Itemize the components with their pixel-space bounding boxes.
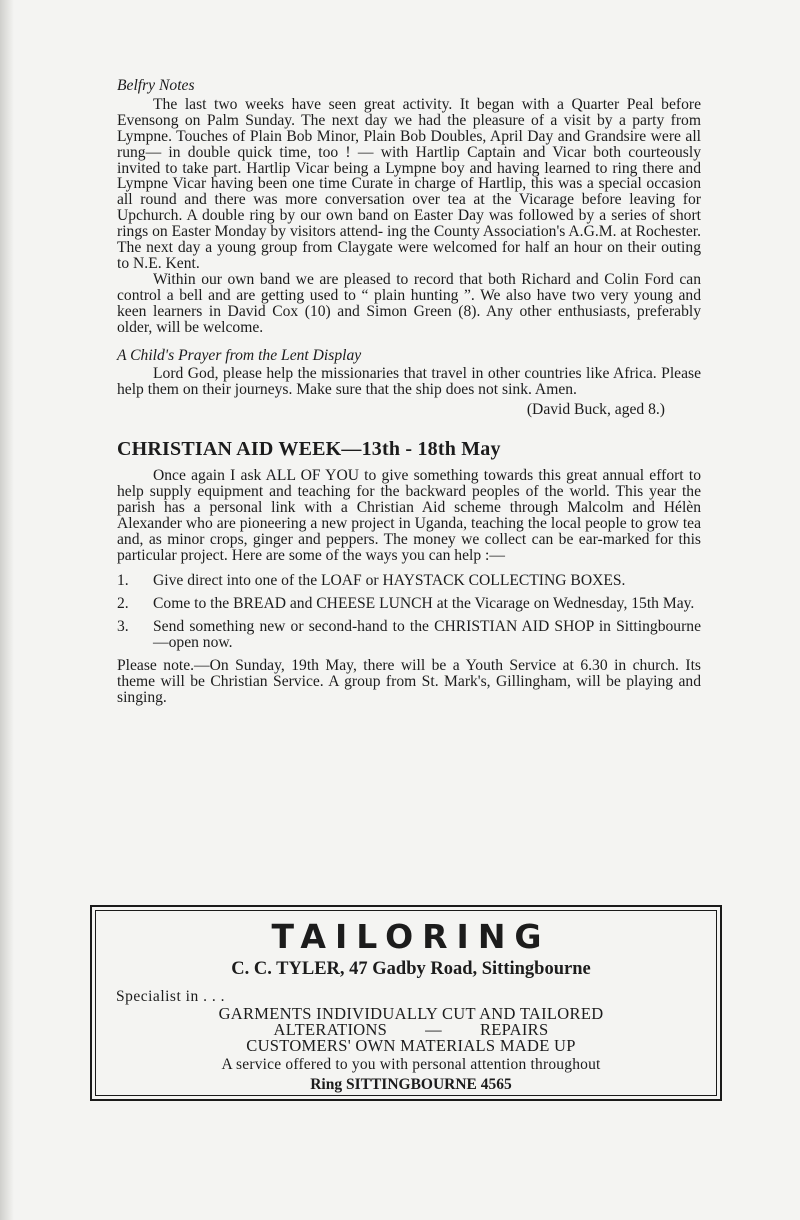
christian-aid-intro: Once again I ask ALL OF YOU to give something towards this great annual effort to help supply equipment and teaching for the backward peoples of the world. This year the parish has a personal link with a Christian Aid scheme through Malcolm and Hélèn Alexander who are pioneering a new project in Uganda, teaching the local people to grow tea and, as minor crops, ginger and peppers. The money we collect can be ear-marked for this particular project. Here are some of the ways you can help :—: [117, 467, 701, 564]
list-item-number: 3.: [117, 618, 129, 636]
advert-service-line: A service offered to you with personal attention throughout: [221, 1056, 601, 1073]
christian-aid-section: [117, 438, 701, 706]
advert-business-name: C. C. TYLER, 47 Gadby Road, Sittingbourne: [231, 959, 591, 979]
list-item: [117, 573, 701, 589]
childs-prayer-section: [117, 348, 701, 419]
tailoring-advert: [90, 905, 722, 1101]
advert-phone-line: Ring SITTINGBOURNE 4565: [310, 1076, 512, 1093]
page-content: [117, 78, 701, 706]
childs-prayer-text: Lord God, please help the missionaries that travel in other countries like Africa. Please help them on their journeys. Make sure that the ship does not sink. Amen.: [117, 365, 701, 399]
advert-repairs: REPAIRS: [479, 1020, 549, 1039]
belfry-paragraph-2: Within our own band we are pleased to record that both Richard and Colin Ford can control a bell and are getting used to “ plain hunting ”. We also have two very young and keen learners in David Cox (10) and Simon Green (8). Any other enthusiasts, preferably older, will be welcome.: [117, 270, 701, 336]
list-item-number: 2.: [117, 595, 129, 613]
advert-alterations: ALTERATIONS: [273, 1020, 388, 1039]
list-item: [117, 596, 701, 612]
advert-materials-line: CUSTOMERS' OWN MATERIALS MADE UP: [246, 1036, 576, 1055]
page-edge-shadow: [0, 0, 14, 1220]
advert-specialist: Specialist in . . .: [116, 988, 225, 1005]
list-item-text: Come to the BREAD and CHEESE LUNCH at the Vicarage on Wednesday, 15th May.: [153, 595, 695, 613]
prayer-signature: (David Buck, aged 8.): [526, 401, 665, 419]
list-item-text: Send something new or second-hand to the CHRISTIAN AID SHOP in Sittingbourne—open now.: [153, 618, 701, 652]
list-item: [117, 619, 701, 651]
list-item-number: 1.: [117, 572, 129, 590]
advert-garments-line: GARMENTS INDIVIDUALLY CUT AND TAILORED: [218, 1004, 604, 1023]
belfry-notes-heading: Belfry Notes: [117, 77, 195, 94]
help-list: [117, 573, 701, 651]
christian-aid-title: CHRISTIAN AID WEEK—13th - 18th May: [117, 438, 501, 461]
advert-title: TAILORING: [271, 917, 551, 956]
list-item-text: Give direct into one of the LOAF or HAYSTACK COLLECTING BOXES.: [153, 572, 626, 590]
belfry-notes-section: [117, 78, 701, 336]
childs-prayer-heading: A Child's Prayer from the Lent Display: [117, 346, 362, 364]
belfry-paragraph-1: The last two weeks have seen great activity. It began with a Quarter Peal before Evensong on Palm Sunday. The next day we had the pleasure of a visit by a party from Lympne. Touches of Plain Bob Minor, Plain Bob Doubles, April Day and Grandsire were all rung— in double quick time, too ! — with Hartlip Captain and Vicar both courteously invited to take part. Hartlip Vicar being a Lympne boy and having learned to ring there and Lympne Vicar having been one time Curate in charge of Hartlip, this was a special occasion all round and there was more conversation over tea at the Vicarage before leaving for Upchurch. A double ring by our own band on Easter Day was followed by a series of short rings on Easter Monday by visitors attend- ing the County Association's A.G.M. at Rochester. The next day a young group from Claygate were welcomed for half an hour on their outing to N.E. Kent.: [117, 95, 701, 272]
youth-service-note: Please note.—On Sunday, 19th May, there will be a Youth Service at 6.30 in church. Its theme will be Christian Service. A group from St. Mark's, Gillingham, will be playing and singing.: [117, 657, 701, 706]
advert-dash: —: [425, 1020, 442, 1039]
